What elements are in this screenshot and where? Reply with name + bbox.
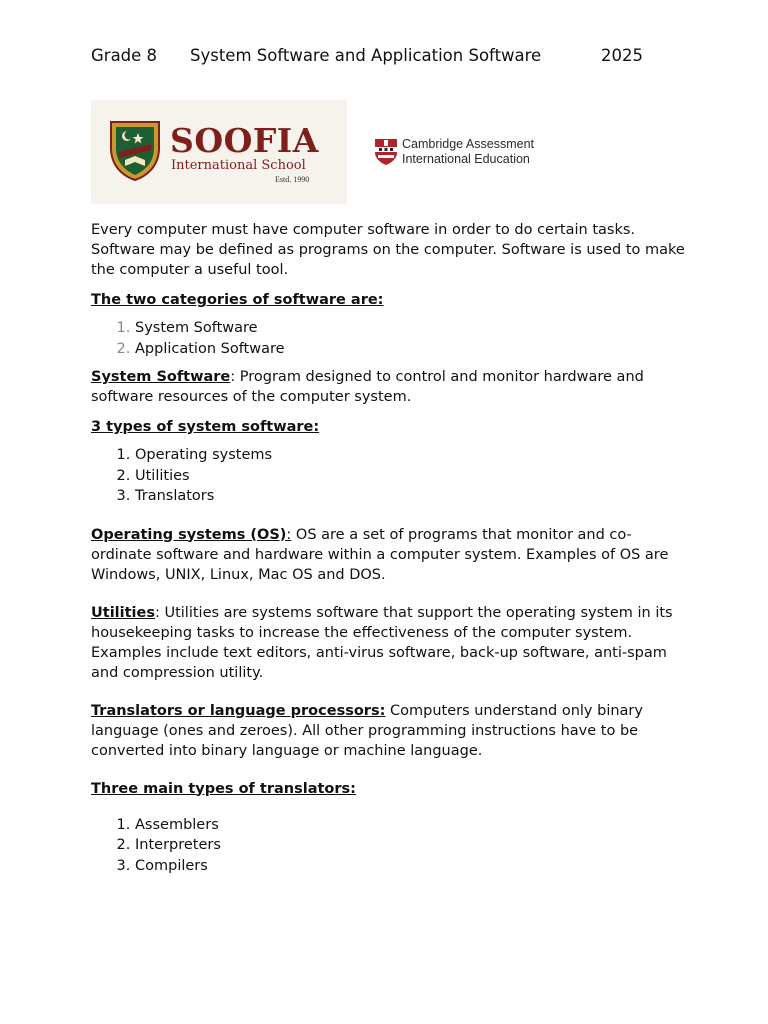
list-item: 1. Operating systems [135, 445, 691, 466]
operating-systems-colon: : [286, 526, 292, 543]
utilities-term: Utilities [91, 604, 155, 621]
list-item: 2. Utilities [135, 466, 691, 487]
translator-types-list [91, 815, 691, 877]
header-title: System Software and Application Software [190, 46, 542, 65]
cambridge-line-2: International Education [402, 152, 530, 166]
list-item: 2. Application Software [135, 339, 691, 360]
school-subtitle: International School [171, 158, 306, 173]
operating-systems-text: OS are a set of programs that monitor and co-ordinate software and hardware within a computer system. Examples of OS are Windows, UNIX, Linux, Mac OS and DOS. [91, 526, 669, 583]
system-software-text: : Program designed to control and monitor hardware and software resources of the computer system. [91, 369, 644, 405]
header-grade: Grade 8 [91, 46, 158, 65]
system-software-term: System Software [91, 369, 231, 385]
utilities-definition [91, 603, 691, 683]
document-page [91, 44, 691, 876]
utilities-text: : Utilities are systems software that support the operating system in its housekeeping tasks to increase the effectiveness of the computer system. Examples include text editors, anti-virus software, back-up software, anti-spam and compression utility. [91, 604, 673, 681]
page-header [91, 44, 691, 70]
list-item: 2. Interpreters [135, 835, 691, 856]
categories-list [91, 318, 691, 359]
cambridge-line-1: Cambridge Assessment [402, 137, 535, 151]
school-logo [91, 100, 347, 204]
translators-text: Computers understand only binary language (ones and zeroes). All other programming instructions have to be converted into binary language or machine language. [91, 702, 643, 759]
categories-heading: The two categories of software are: [91, 292, 384, 308]
list-item: 1. Assemblers [135, 815, 691, 836]
header-year: 2025 [601, 46, 643, 65]
system-software-definition [91, 367, 691, 407]
intro-paragraph: Every computer must have computer software in order to do certain tasks. Software may be defined as programs on the computer. Software is used to make the computer a useful tool. [91, 222, 685, 278]
logo-row [91, 100, 691, 204]
list-item: 3. Compilers [135, 856, 691, 877]
translators-definition [91, 701, 691, 761]
school-name: SOOFIA [170, 121, 319, 160]
translators-term: Translators or language processors: [91, 702, 386, 719]
system-types-heading: 3 types of system software: [91, 419, 320, 435]
cambridge-logo [374, 134, 574, 174]
list-item: 3. Translators [135, 486, 691, 507]
operating-systems-term: Operating systems (OS) [91, 526, 287, 543]
system-types-list [91, 445, 691, 507]
school-crest-icon [107, 118, 163, 182]
cambridge-shield-icon [374, 138, 398, 166]
translator-types-heading: Three main types of translators: [91, 780, 356, 797]
school-established: Estd. 1990 [275, 175, 310, 184]
list-item: 1. System Software [135, 318, 691, 339]
operating-systems-definition [91, 525, 691, 585]
